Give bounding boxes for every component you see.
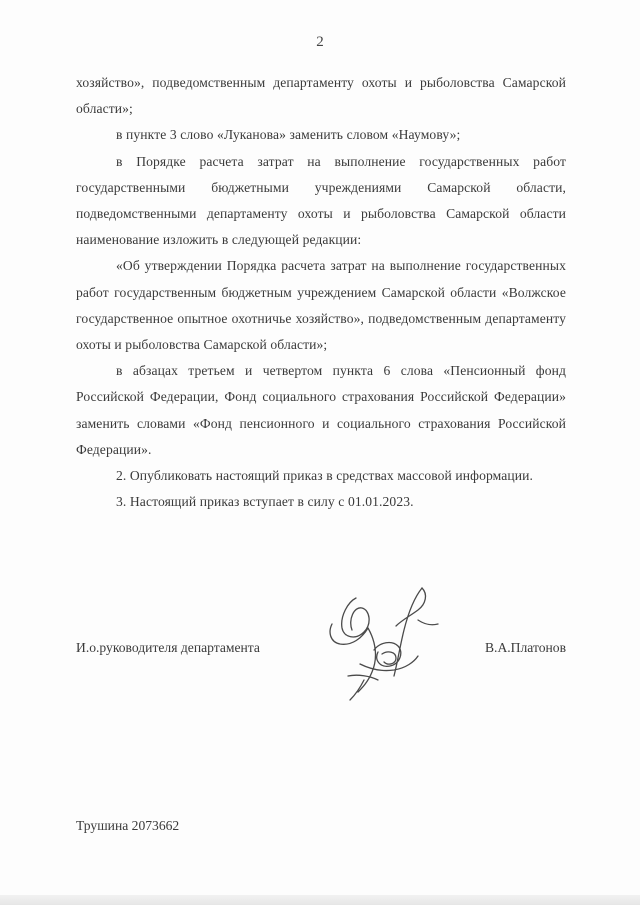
paragraph-continuation: хозяйство», подведомственным департаменту охоты и рыболовства Самарской области»;: [76, 75, 566, 117]
paragraph-point6-amendment: в абзацах третьем и четвертом пункта 6 слова «Пенсионный фонд Российской Федерации, Фонд социального страхования Российской Федерации» заменить словами «Фонд пенсионного и социального страхования Российской Федерации».: [76, 363, 566, 457]
handwritten-signature: [318, 580, 448, 705]
signer-title: И.о.руководителя департамента: [76, 640, 260, 655]
document-body: [76, 70, 566, 515]
paragraph-publish-order: 2. Опубликовать настоящий приказ в средствах массовой информации.: [116, 468, 534, 484]
paragraph-point3-amendment: в пункте 3 слово «Луканова» заменить словом «Наумову»;: [116, 127, 461, 143]
signer-name: В.А.Платонов: [484, 640, 566, 655]
scan-bottom-edge: [0, 895, 640, 905]
paragraph-effective-date: 3. Настоящий приказ вступает в силу с 01.01.2023.: [116, 494, 414, 510]
paragraph-procedure-title-change: в Порядке расчета затрат на выполнение государственных работ государственными бюджетными учреждениями Самарской области, подведомственными департаменту охоты и рыболовства Самарской области наименование изложить в следующей редакции:: [76, 153, 566, 248]
page-number: 2: [316, 34, 324, 50]
executor-contact: Трушина 2073662: [76, 818, 180, 833]
paragraph-new-title-quote: «Об утверждении Порядка расчета затрат на выполнение государственных работ государственным бюджетным учреждением Самарской области «Волжское государственное опытное охотничье хозяйство», подведомственным департаменту охоты и рыболовства Самарской области»;: [76, 258, 566, 353]
